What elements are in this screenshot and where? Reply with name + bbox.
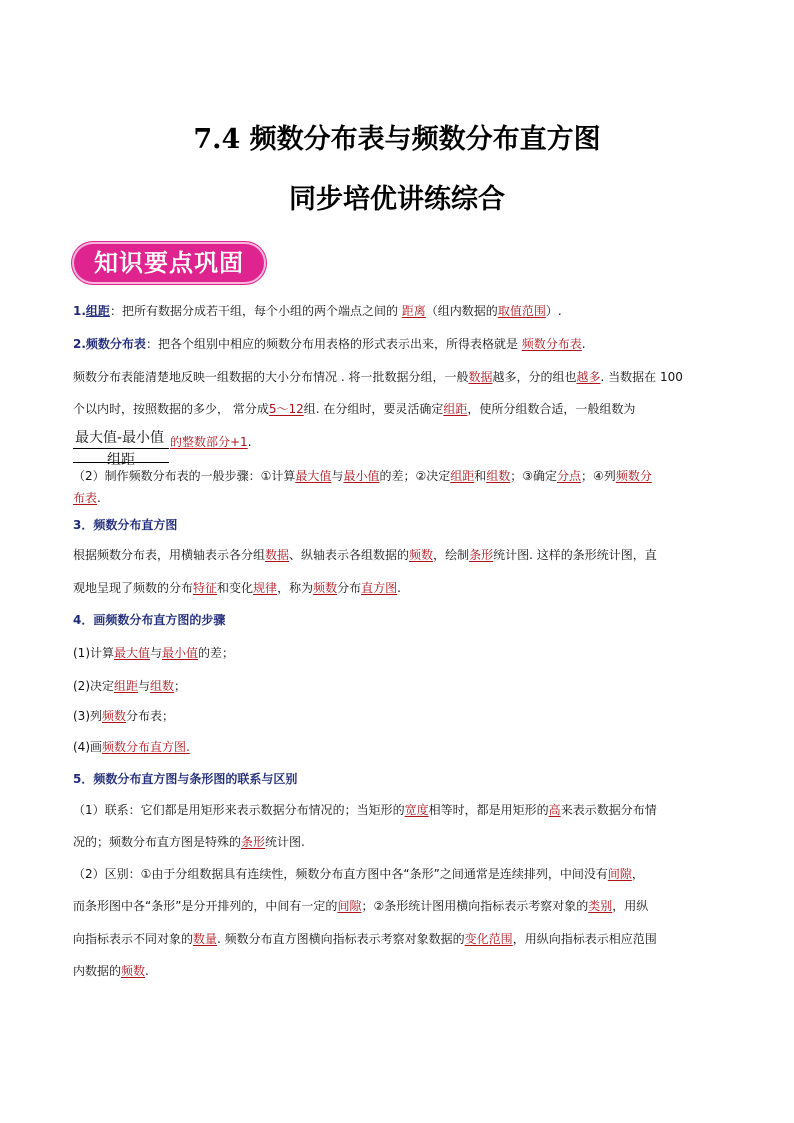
paragraph-line	[73, 930, 657, 947]
text: 来表示数据分布情	[560, 803, 657, 817]
text: ）.	[545, 304, 562, 318]
text: 而条形图中各“条形”是分开排列的，中间有一定的	[73, 899, 338, 913]
paragraph-line	[73, 400, 635, 417]
text: ；④列	[581, 469, 616, 483]
text: 况的；频数分布直方图是特殊的	[73, 835, 242, 849]
section-heading-3: 3．频数分布直方图	[73, 518, 178, 532]
answer: 的整数部分+1	[170, 435, 248, 449]
step-1	[73, 644, 234, 661]
text: .	[397, 581, 401, 595]
answer: 变化范围	[464, 932, 513, 946]
section-heading-4: 4．画频数分布直方图的步骤	[73, 613, 226, 627]
point-head: 组距	[85, 304, 110, 318]
paragraph-line	[73, 833, 305, 850]
text: (2)决定	[73, 679, 114, 693]
step-3	[73, 707, 174, 724]
fraction-tail	[170, 433, 252, 450]
paragraph-line	[73, 368, 683, 385]
answer: 布表	[73, 491, 98, 505]
text: ，称为	[277, 581, 314, 595]
text: . 频数分布直方图横向指标表示考察对象数据的	[217, 932, 465, 946]
answer: 宽度	[404, 803, 429, 817]
text: (4)画	[73, 740, 102, 754]
point-number: 1.	[73, 304, 86, 318]
text: ；	[174, 679, 187, 693]
text: ，绘制	[433, 548, 470, 562]
answer: 组数	[150, 679, 175, 693]
answer: 频数	[102, 709, 127, 723]
document-title: 7.4 频数分布表与频数分布直方图	[193, 124, 601, 155]
answer: 越多	[576, 370, 601, 384]
text: （2）区别：①由于分组数据具有连续性，频数分布直方图中各“条形”之间通常是连续排列，中间没有	[73, 867, 608, 881]
answer: 频数	[313, 581, 338, 595]
text: ；②条形统计图用横向指标表示考察对象的	[361, 899, 589, 913]
point-1	[73, 302, 562, 319]
point-number: 2.	[73, 337, 86, 351]
text: ，使所分组数合适，一般组数为	[467, 402, 636, 416]
answer: 组距	[443, 402, 468, 416]
text: （2）制作频数分布表的一般步骤：①计算	[73, 469, 296, 483]
answer: 组数	[486, 469, 511, 483]
text: ；③确定	[510, 469, 558, 483]
text: 和	[474, 469, 487, 483]
point-head: 频数分布表	[85, 337, 146, 351]
point-2	[73, 335, 586, 352]
answer: 分点	[557, 469, 582, 483]
text: 统计图. 这样的条形统计图，直	[493, 548, 657, 562]
text: 组. 在分组时，要灵活确定	[303, 402, 444, 416]
answer: 直方图	[361, 581, 398, 595]
text: (3)列	[73, 709, 102, 723]
step-2	[73, 677, 186, 694]
text: . 当数据在 100	[600, 370, 683, 384]
text: 与	[138, 679, 151, 693]
text: .	[145, 964, 149, 978]
answer: 数量	[193, 932, 218, 946]
paragraph-line	[73, 489, 101, 506]
document-subtitle: 同步培优讲练综合	[289, 184, 505, 215]
answer: 间隙	[607, 867, 632, 881]
paragraph-line	[73, 865, 644, 882]
answer: 频数分布表	[521, 337, 582, 351]
answer: 组距	[114, 679, 139, 693]
text: 与	[150, 646, 163, 660]
text: 越多，分的组也	[492, 370, 577, 384]
fraction-underline	[73, 462, 169, 463]
answer: 数据	[265, 548, 290, 562]
step-4	[73, 738, 190, 755]
answer: 数据	[468, 370, 493, 384]
answer: 组距	[450, 469, 475, 483]
text: 内数据的	[73, 964, 122, 978]
answer: 频数分	[615, 469, 652, 483]
text: 观地呈现了频数的分布	[73, 581, 194, 595]
text: ，用纵	[612, 899, 649, 913]
fraction-denominator: 组距	[107, 452, 135, 468]
text: 、纵轴表示各组数据的	[289, 548, 410, 562]
paragraph-line	[73, 579, 401, 596]
answer: 取值范围	[497, 304, 546, 318]
text: 统计图.	[265, 835, 305, 849]
answer: 最大值	[295, 469, 332, 483]
text: （组内数据的	[425, 304, 498, 318]
answer: 最小值	[162, 646, 199, 660]
text: 频数分布表能清楚地反映一组数据的大小分布情况 . 将一批数据分组，一般	[73, 370, 469, 384]
text: 分布表；	[126, 709, 175, 723]
text: 分布	[337, 581, 362, 595]
text: .	[247, 435, 252, 449]
text: 根据频数分布表，用横轴表示各分组	[73, 548, 266, 562]
text: 的差；②决定	[379, 469, 451, 483]
text: .	[97, 491, 101, 505]
text: ，用纵向指标表示相应范围	[512, 932, 657, 946]
answer: 频数	[409, 548, 434, 562]
paragraph-line	[73, 801, 657, 818]
answer: 规律	[253, 581, 278, 595]
text: (1)计算	[73, 646, 114, 660]
section-heading-5: 5．频数分布直方图与条形图的联系与区别	[73, 772, 298, 786]
text: 相等时，都是用矩形的	[428, 803, 549, 817]
paragraph-line	[73, 467, 652, 484]
answer: 特征	[193, 581, 218, 595]
paragraph-line	[73, 546, 657, 563]
answer: 最小值	[343, 469, 380, 483]
answer: 频数	[121, 964, 146, 978]
fraction-numerator: 最大值-最小值	[73, 427, 169, 449]
answer: 类别	[588, 899, 613, 913]
text: .	[581, 337, 586, 351]
text: ，	[631, 867, 644, 881]
answer: 条形	[241, 835, 266, 849]
section-badge: 知识要点巩固	[74, 244, 264, 282]
text: 的差；	[198, 646, 235, 660]
paragraph-line	[73, 897, 648, 914]
text: 向指标表示不同对象的	[73, 932, 194, 946]
text: ：把所有数据分成若干组，每个小组的两个端点之间的	[109, 304, 398, 318]
answer: 条形	[469, 548, 494, 562]
text: 与	[331, 469, 344, 483]
text: （1）联系：它们都是用矩形来表示数据分布情况的；当矩形的	[73, 803, 405, 817]
answer: 间隙	[337, 899, 362, 913]
text: 个以内时，按照数据的多少， 常分成	[73, 402, 269, 416]
answer: 5～12	[268, 402, 304, 416]
paragraph-line	[73, 962, 149, 979]
text: ：把各个组别中相应的频数分布用表格的形式表示出来，所得表格就是	[145, 337, 518, 351]
answer: 高	[548, 803, 561, 817]
answer: 最大值	[114, 646, 151, 660]
answer: 频数分布直方图.	[102, 740, 190, 754]
text: 和变化	[217, 581, 254, 595]
answer: 距离	[401, 304, 426, 318]
